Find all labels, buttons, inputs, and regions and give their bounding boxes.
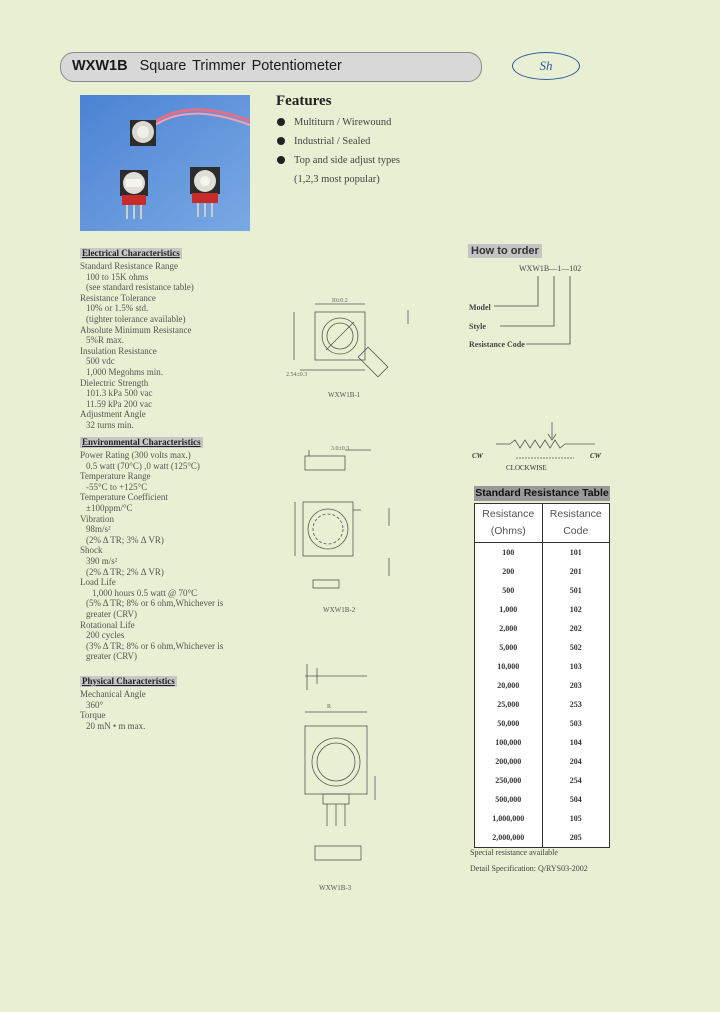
spec-line: Temperature Range <box>80 471 151 482</box>
physical-section <box>80 671 260 731</box>
resistance-table <box>474 503 610 848</box>
drawing-wxw1b-2 <box>285 440 405 620</box>
feature-sub-note: (1,2,3 most popular) <box>294 174 380 185</box>
table-row <box>475 676 610 695</box>
note-special: Special resistance available <box>470 848 558 857</box>
resistance-value: 50,000 <box>475 714 543 733</box>
page-title <box>72 58 342 74</box>
resistance-value: 25,000 <box>475 695 543 714</box>
resistance-code: 504 <box>542 790 610 809</box>
clockwise-label: CLOCKWISE <box>506 464 547 472</box>
physical-lines <box>80 689 260 731</box>
resistance-code: 203 <box>542 676 610 695</box>
resistance-value: 5,000 <box>475 638 543 657</box>
electrical-section <box>80 243 260 431</box>
spec-line: Resistance Tolerance <box>80 292 156 303</box>
spec-line: 32 turns min. <box>86 419 134 430</box>
table-row <box>475 695 610 714</box>
col2-line1: Resistance <box>549 508 602 520</box>
table-row <box>475 790 610 809</box>
resistance-value: 100,000 <box>475 733 543 752</box>
electrical-lines <box>80 261 260 431</box>
spec-line: 20 mN • m max. <box>86 720 146 731</box>
feature-item <box>276 113 400 132</box>
col1-line1: Resistance <box>482 508 535 520</box>
spec-line: 11.59 kPa 200 vac <box>86 398 153 409</box>
col-header-ohms <box>475 504 543 543</box>
table-row <box>475 619 610 638</box>
spec-line: Insulation Resistance <box>80 345 157 356</box>
feature-item <box>276 151 400 170</box>
spec-line: 0.5 watt (70°C) ,0 watt (125°C) <box>86 460 200 471</box>
spec-line: 10% or 1.5% std. <box>86 303 149 314</box>
resistance-value: 500 <box>475 581 543 600</box>
resistance-value: 1,000,000 <box>475 809 543 828</box>
bullet-icon <box>277 156 285 164</box>
resistance-value: 20,000 <box>475 676 543 695</box>
circuit-diagram <box>470 412 610 472</box>
spec-line: greater (CRV) <box>86 651 138 662</box>
col-header-code <box>542 504 610 543</box>
resistance-code: 254 <box>542 771 610 790</box>
feature-text: Top and side adjust types <box>294 155 400 166</box>
drawing-caption-3: WXW1B-3 <box>319 884 352 892</box>
svg-text:2.54±0.3: 2.54±0.3 <box>286 372 308 378</box>
resistance-code: 201 <box>542 562 610 581</box>
spec-line: 500 vdc <box>86 356 115 367</box>
resistance-value: 200 <box>475 562 543 581</box>
spec-line: 390 m/s² <box>86 555 118 566</box>
bullet-icon <box>277 118 285 126</box>
table-row <box>475 581 610 600</box>
feature-item <box>276 132 400 151</box>
spec-line: 100 to 15K ohms <box>86 271 149 282</box>
svg-text:I0±0.2: I0±0.2 <box>332 298 348 304</box>
spec-line: Adjustment Angle <box>80 409 146 420</box>
resistance-code: 503 <box>542 714 610 733</box>
table-title: Standard Resistance Table <box>475 487 609 499</box>
resistance-value: 2,000,000 <box>475 828 543 848</box>
col2-line2: Code <box>563 525 589 537</box>
spec-line: Vibration <box>80 513 114 524</box>
environmental-lines <box>80 450 260 662</box>
table-row <box>475 828 610 848</box>
model-name: WXW1B <box>72 58 128 74</box>
drawing-caption-1: WXW1B-1 <box>328 391 361 399</box>
spec-line: 1,000 hours 0.5 watt @ 70°C <box>92 587 198 598</box>
resistance-value: 500,000 <box>475 790 543 809</box>
feature-text: Multiturn / Wirewound <box>294 117 392 128</box>
environmental-section <box>80 432 260 662</box>
order-label-resistance-code: Resistance Code <box>469 340 525 349</box>
drawing-wxw1b-3 <box>285 650 395 900</box>
table-row <box>475 543 610 563</box>
resistance-code: 205 <box>542 828 610 848</box>
features-title: Features <box>276 93 332 109</box>
table-row <box>475 771 610 790</box>
order-label-model: Model <box>469 303 491 312</box>
resistance-code: 204 <box>542 752 610 771</box>
features-list <box>276 113 400 189</box>
spec-line: Absolute Minimum Resistance <box>80 324 192 335</box>
resistance-code: 103 <box>542 657 610 676</box>
spec-line: (2% Δ TR; 2% Δ VR) <box>86 566 164 577</box>
spec-line: ±100ppm/°C <box>86 502 133 513</box>
feature-text: Industrial / Sealed <box>294 136 371 147</box>
resistance-value: 10,000 <box>475 657 543 676</box>
svg-text:R: R <box>327 704 332 710</box>
svg-text:3.0±0.3: 3.0±0.3 <box>331 446 350 452</box>
product-photo-art <box>80 95 250 231</box>
spec-line: (tighter tolerance available) <box>86 313 186 324</box>
spec-line: Standard Resistance Range <box>80 261 178 271</box>
spec-line: 200 cycles <box>86 630 125 641</box>
cw-label: CW <box>590 452 601 460</box>
spec-line: Dielectric Strength <box>80 377 149 388</box>
spec-line: 98m/s² <box>86 524 111 535</box>
drawing-wxw1b-1 <box>280 290 410 400</box>
logo-text: Sh <box>539 58 553 73</box>
resistance-value: 100 <box>475 543 543 563</box>
spec-line: 1,000 Megohms min. <box>86 366 164 377</box>
resistance-code: 502 <box>542 638 610 657</box>
environmental-title: Environmental Characteristics <box>82 437 201 447</box>
table-row <box>475 600 610 619</box>
table-row <box>475 809 610 828</box>
resistance-table-body <box>475 543 610 848</box>
resistance-value: 2,000 <box>475 619 543 638</box>
table-row <box>475 638 610 657</box>
spec-line: (2% Δ TR; 3% Δ VR) <box>86 534 164 545</box>
order-code: WXW1B—1—102 <box>519 264 582 273</box>
product-photo <box>80 95 250 231</box>
spec-line: Load Life <box>80 577 116 588</box>
spec-line: Power Rating (300 volts max.) <box>80 450 191 460</box>
company-logo <box>512 52 580 80</box>
spec-line: (5% Δ TR; 8% or 6 ohm,Whichever is <box>86 598 224 609</box>
spec-line: Torque <box>80 710 106 721</box>
resistance-value: 1,000 <box>475 600 543 619</box>
resistance-code: 202 <box>542 619 610 638</box>
spec-line: 5%R max. <box>86 335 124 346</box>
resistance-code: 501 <box>542 581 610 600</box>
spec-line: Mechanical Angle <box>80 689 146 699</box>
spec-line: 101.3 kPa 500 vac <box>86 388 153 399</box>
resistance-value: 250,000 <box>475 771 543 790</box>
bullet-icon <box>277 137 285 145</box>
table-row <box>475 562 610 581</box>
resistance-code: 105 <box>542 809 610 828</box>
resistance-code: 104 <box>542 733 610 752</box>
resistance-code: 102 <box>542 600 610 619</box>
order-label-style: Style <box>469 322 486 331</box>
drawing-caption-2: WXW1B-2 <box>323 606 356 614</box>
spec-line: (see standard resistance table) <box>86 282 194 293</box>
how-to-order-title: How to order <box>468 244 542 258</box>
table-row <box>475 657 610 676</box>
resistance-value: 200,000 <box>475 752 543 771</box>
spec-line: (3% Δ TR; 8% or 6 ohm,Whichever is <box>86 640 224 651</box>
product-title: Square Trimmer Potentiometer <box>139 58 342 74</box>
physical-title: Physical Characteristics <box>82 676 175 686</box>
spec-line: greater (CRV) <box>86 608 138 619</box>
table-row <box>475 714 610 733</box>
resistance-code: 253 <box>542 695 610 714</box>
table-row <box>475 752 610 771</box>
note-spec: Detail Specification: Q/RYS03-2002 <box>470 864 588 873</box>
table-row <box>475 733 610 752</box>
electrical-title: Electrical Characteristics <box>82 248 180 258</box>
spec-line: -55°C to +125°C <box>86 481 148 492</box>
col1-line2: (Ohms) <box>490 525 526 537</box>
resistance-code: 101 <box>542 543 610 563</box>
ccw-label: CW <box>472 452 483 460</box>
spec-line: Shock <box>80 545 103 556</box>
spec-line: Rotational Life <box>80 619 135 630</box>
spec-line: 360° <box>86 699 104 710</box>
spec-line: Temperature Coefficient <box>80 492 168 503</box>
